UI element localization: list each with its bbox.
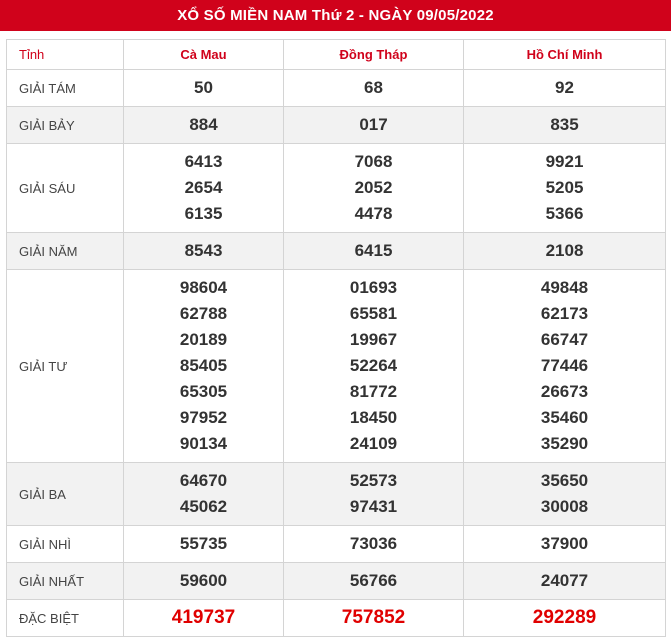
prize-cell-dong-thap — [284, 600, 464, 637]
prize-number: 97952 — [179, 408, 228, 427]
prize-cell-ho-chi-minh — [464, 463, 666, 526]
prize-number: 62173 — [540, 304, 589, 323]
prize-row — [7, 107, 666, 144]
prize-number: 98604 — [179, 278, 228, 297]
prize-number: 5366 — [545, 204, 584, 223]
prize-number: 90134 — [179, 434, 228, 453]
prize-number: 45062 — [179, 497, 228, 516]
prize-label: GIẢI TÁM — [7, 70, 124, 107]
prize-row — [7, 233, 666, 270]
prize-number: 52264 — [349, 356, 398, 375]
prize-label: GIẢI NHÌ — [7, 526, 124, 563]
prize-cell-ho-chi-minh — [464, 526, 666, 563]
prize-label: GIẢI TƯ — [7, 270, 124, 463]
prize-number: 30008 — [540, 497, 589, 516]
prize-number: 26673 — [540, 382, 589, 401]
prize-cell-ca-mau — [124, 107, 284, 144]
prize-number: 77446 — [540, 356, 589, 375]
prize-number: 55735 — [179, 534, 228, 553]
prize-number: 35650 — [540, 471, 589, 490]
prize-number: 35290 — [540, 434, 589, 453]
prize-cell-ho-chi-minh — [464, 144, 666, 233]
prize-number: 5205 — [545, 178, 584, 197]
prize-number: 68 — [364, 78, 383, 97]
prize-cell-ca-mau — [124, 144, 284, 233]
prize-cell-dong-thap — [284, 563, 464, 600]
prize-number: 757852 — [341, 607, 406, 628]
prize-number: 292289 — [532, 607, 597, 628]
prize-number: 19967 — [349, 330, 398, 349]
prize-cell-ca-mau — [124, 600, 284, 637]
prize-number: 52573 — [349, 471, 398, 490]
prize-cell-ho-chi-minh — [464, 563, 666, 600]
prize-label: GIẢI BA — [7, 463, 124, 526]
prize-label: ĐẶC BIỆT — [7, 600, 124, 637]
prize-row — [7, 463, 666, 526]
prize-cell-ca-mau — [124, 70, 284, 107]
prize-number: 4478 — [354, 204, 393, 223]
prize-cell-dong-thap — [284, 144, 464, 233]
prize-number: 7068 — [354, 152, 393, 171]
prize-cell-ho-chi-minh — [464, 600, 666, 637]
prize-cell-ca-mau — [124, 463, 284, 526]
prize-number: 9921 — [545, 152, 584, 171]
header-province-dong-thap[interactable]: Đồng Tháp — [284, 40, 464, 70]
prize-row — [7, 270, 666, 463]
prize-cell-ca-mau — [124, 563, 284, 600]
prize-number: 37900 — [540, 534, 589, 553]
prize-number: 49848 — [540, 278, 589, 297]
header-province-ho-chi-minh[interactable]: Hồ Chí Minh — [464, 40, 666, 70]
prize-number: 73036 — [349, 534, 398, 553]
prize-number: 65581 — [349, 304, 398, 323]
prize-cell-dong-thap — [284, 70, 464, 107]
prize-number: 835 — [550, 115, 579, 134]
prize-number: 884 — [189, 115, 218, 134]
prize-number: 01693 — [349, 278, 398, 297]
prize-number: 97431 — [349, 497, 398, 516]
prize-number: 62788 — [179, 304, 228, 323]
prize-number: 2052 — [354, 178, 393, 197]
prize-cell-ca-mau — [124, 526, 284, 563]
prize-number: 65305 — [179, 382, 228, 401]
prize-number: 81772 — [349, 382, 398, 401]
prize-number: 6415 — [354, 241, 393, 260]
prize-number: 2108 — [545, 241, 584, 260]
prize-number: 24077 — [540, 571, 589, 590]
prize-row — [7, 526, 666, 563]
prize-cell-dong-thap — [284, 270, 464, 463]
prize-cell-ho-chi-minh — [464, 107, 666, 144]
prize-number: 92 — [555, 78, 574, 97]
prize-label: GIẢI NĂM — [7, 233, 124, 270]
prize-number: 8543 — [184, 241, 223, 260]
prize-number: 2654 — [184, 178, 223, 197]
prize-number: 85405 — [179, 356, 228, 375]
prize-number: 419737 — [171, 607, 236, 628]
prize-cell-ca-mau — [124, 233, 284, 270]
prize-label: GIẢI NHẤT — [7, 563, 124, 600]
prize-cell-dong-thap — [284, 463, 464, 526]
prize-number: 59600 — [179, 571, 228, 590]
prize-cell-ca-mau — [124, 270, 284, 463]
prize-row — [7, 600, 666, 637]
results-table-body — [7, 40, 666, 637]
header-province-label: Tỉnh — [7, 40, 124, 70]
prize-number: 18450 — [349, 408, 398, 427]
prize-row — [7, 70, 666, 107]
prize-number: 64670 — [179, 471, 228, 490]
header-province-ca-mau[interactable]: Cà Mau — [124, 40, 284, 70]
prize-number: 50 — [194, 78, 213, 97]
prize-row — [7, 144, 666, 233]
results-table — [6, 39, 666, 637]
prize-number: 6135 — [184, 204, 223, 223]
prize-number: 56766 — [349, 571, 398, 590]
prize-number: 35460 — [540, 408, 589, 427]
prize-cell-ho-chi-minh — [464, 233, 666, 270]
prize-cell-ho-chi-minh — [464, 270, 666, 463]
prize-cell-dong-thap — [284, 233, 464, 270]
prize-cell-dong-thap — [284, 107, 464, 144]
prize-cell-dong-thap — [284, 526, 464, 563]
prize-number: 66747 — [540, 330, 589, 349]
prize-number: 24109 — [349, 434, 398, 453]
prize-number: 6413 — [184, 152, 223, 171]
prize-cell-ho-chi-minh — [464, 70, 666, 107]
prize-number: 20189 — [179, 330, 228, 349]
prize-label: GIẢI BẢY — [7, 107, 124, 144]
prize-number: 017 — [359, 115, 388, 134]
prize-row — [7, 563, 666, 600]
prize-label: GIẢI SÁU — [7, 144, 124, 233]
table-header-row — [7, 40, 666, 70]
page-title: XỔ SỐ MIỀN NAM Thứ 2 - NGÀY 09/05/2022 — [0, 0, 671, 31]
